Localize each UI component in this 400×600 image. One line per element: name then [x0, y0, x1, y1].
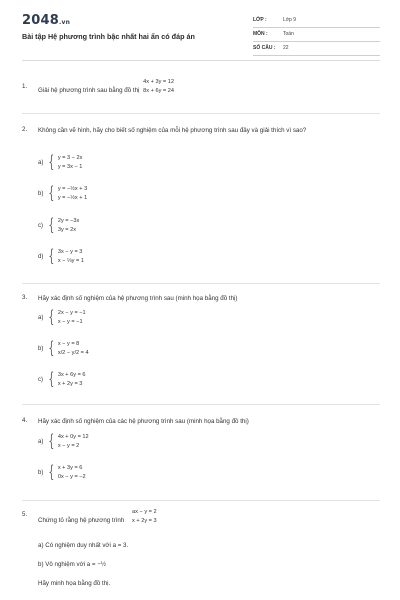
- equation: 3y = 2x: [57, 226, 77, 233]
- part-label: c): [38, 222, 43, 229]
- meta-row-count: [253, 42, 380, 56]
- system-3b: [38, 340, 89, 357]
- part-label: c): [38, 376, 43, 383]
- logo-suffix: .vn: [58, 19, 71, 26]
- brace-icon: {: [48, 307, 55, 327]
- logo-main: 2048: [22, 13, 59, 28]
- part-label: b): [38, 469, 44, 476]
- part-label: a): [38, 159, 44, 166]
- question-divider: [22, 283, 380, 284]
- brace-icon: {: [48, 369, 55, 389]
- part-label: a): [38, 438, 44, 445]
- meta-value: Toán: [283, 31, 294, 37]
- equation: y = −½x + 1: [57, 194, 88, 201]
- question-divider: [22, 113, 380, 114]
- question-4: [22, 417, 380, 492]
- equation: ax − y = 2: [132, 509, 157, 515]
- site-logo[interactable]: [22, 13, 70, 28]
- question-text: Hãy xác định số nghiệm của các hệ phương trình sau (minh họa bằng đồ thị): [38, 418, 249, 425]
- system-2b: [38, 185, 87, 202]
- question-number: 4.: [22, 417, 28, 424]
- meta-table: [253, 14, 380, 56]
- equation: x − y = 8: [57, 341, 80, 347]
- system-3c: [38, 371, 86, 388]
- question-text: Không cần vẽ hình, hãy cho biết số nghiệm của mỗi hệ phương trình sau đây và giải thích vì sao?: [38, 127, 307, 134]
- equation: 0x − y = −2: [57, 473, 86, 480]
- question-5: [22, 511, 380, 531]
- document-title: Bài tập Hệ phương trình bậc nhất hai ẩn có đáp án: [22, 32, 195, 41]
- equation: x − y = 2: [57, 442, 80, 449]
- brace-icon: {: [48, 431, 55, 451]
- header-divider: [22, 60, 380, 61]
- equation: x/2 − y/2 = 4: [57, 349, 89, 356]
- question-number: 1.: [22, 83, 28, 90]
- system-4b: [38, 464, 86, 481]
- equation: 4x + 0y = 12: [57, 434, 89, 440]
- question-divider: [22, 500, 380, 501]
- brace-icon: {: [48, 338, 55, 358]
- page-header: [0, 0, 400, 64]
- system-3a: [38, 309, 86, 326]
- equation: x + 3y = 6: [57, 465, 83, 471]
- equation: y = −½x + 3: [57, 186, 88, 192]
- brace-icon: {: [48, 183, 55, 203]
- system-2d: [38, 248, 84, 265]
- system-4a: [38, 433, 89, 450]
- equation: 3x − y = 3: [57, 249, 83, 255]
- meta-label: MÔN :: [253, 31, 268, 37]
- equation: 2x − y = −1: [57, 310, 86, 316]
- equation: x − y = −1: [57, 318, 83, 325]
- answer-line-a: a) Có nghiệm duy nhất với a = 3.: [38, 542, 129, 549]
- brace-icon: {: [48, 462, 55, 482]
- equation: 3x + 6y = 6: [57, 372, 86, 378]
- question-text: Hãy xác định số nghiệm của hệ phương trình sau (minh họa bằng đồ thị): [38, 295, 238, 302]
- question-text: Chứng tỏ rằng hệ phương trình: [38, 517, 125, 525]
- equation: x + 2y = 3: [57, 380, 83, 387]
- meta-label: SỐ CÂU :: [253, 45, 276, 51]
- meta-value: 22: [283, 45, 289, 51]
- instruction-line: Hãy minh họa bằng đồ thị.: [38, 580, 111, 587]
- brace-icon: {: [48, 215, 55, 235]
- question-text: Giải hệ phương trình sau bằng đồ thị: [38, 87, 140, 95]
- part-label: a): [38, 314, 44, 321]
- equation: y = 3 − 2x: [57, 155, 83, 161]
- equation-system: [132, 508, 157, 525]
- question-2: [22, 126, 380, 276]
- meta-row-subject: [253, 28, 380, 42]
- equation: x + 2y = 3: [132, 517, 157, 524]
- question-divider: [22, 404, 380, 405]
- equation: 8x + 6y = 24: [143, 87, 174, 94]
- meta-value: Lớp 9: [283, 17, 297, 23]
- system-2c: [38, 217, 79, 234]
- equation: y = 3x − 1: [57, 163, 83, 170]
- meta-row-class: [253, 14, 380, 28]
- answer-line-b: b) Vô nghiệm với a = −½: [38, 561, 107, 568]
- meta-label: LỚP :: [253, 17, 267, 23]
- system-2a: [38, 154, 82, 171]
- part-label: b): [38, 190, 44, 197]
- brace-icon: {: [48, 152, 55, 172]
- question-number: 2.: [22, 126, 28, 133]
- equation-system: [143, 78, 174, 95]
- question-number: 3.: [22, 294, 28, 301]
- part-label: b): [38, 345, 44, 352]
- question-1: [22, 79, 380, 103]
- equation: x − ⅓y = 1: [57, 257, 84, 264]
- equation: 4x + 3y = 12: [143, 79, 174, 85]
- question-number: 5.: [22, 511, 28, 518]
- question-3: [22, 294, 380, 394]
- part-label: d): [38, 253, 44, 260]
- equation: 2y = −3x: [57, 218, 80, 224]
- brace-icon: {: [48, 246, 55, 266]
